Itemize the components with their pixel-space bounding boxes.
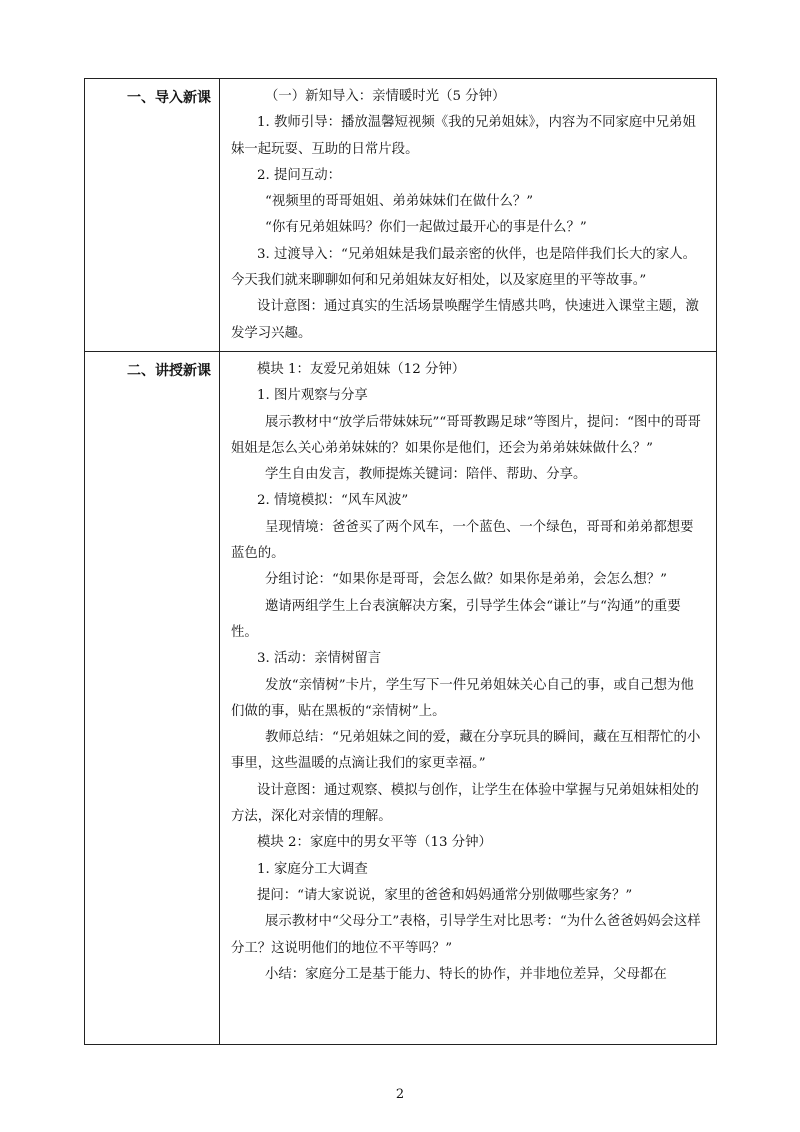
paragraph: 设计意图：通过观察、模拟与创作，让学生在体验中掌握与兄弟姐妹相处的方法，深化对亲情的理解。: [231, 782, 699, 825]
section-label: 二、讲授新课: [127, 362, 211, 379]
paragraph: 1. 图片观察与分享: [257, 388, 368, 404]
paragraph: “你有兄弟姐妹吗？你们一起做过最开心的事是什么？”: [265, 220, 587, 236]
lesson-plan-table: [84, 78, 717, 1045]
paragraph: 3. 过渡导入：“兄弟姐妹是我们最亲密的伙伴，也是陪伴我们长大的家人。今天我们就来聊聊如何和兄弟姐妹友好相处，以及家庭里的平等故事。”: [231, 246, 696, 289]
paragraph: 2. 情境模拟：“风车风波”: [257, 493, 409, 509]
section-row-teaching: [85, 351, 717, 1044]
paragraph: 2. 提问互动：: [257, 167, 341, 183]
paragraph: 提问：“请大家说说，家里的爸爸和妈妈通常分别做哪些家务？”: [257, 887, 633, 903]
paragraph: 分组讨论：“如果你是哥哥，会怎么做？如果你是弟弟，会怎么想？”: [265, 572, 668, 588]
paragraph: 模块 2：家庭中的男女平等（13 分钟）: [257, 835, 492, 851]
paragraph: （一）新知导入：亲情暖时光（5 分钟）: [265, 89, 506, 104]
paragraph: 学生自由发言，教师提炼关键词：陪伴、帮助、分享。: [265, 467, 587, 483]
paragraph: 发放“亲情树”卡片，学生写下一件兄弟姐妹关心自己的事，或自己想为他们做的事，贴在黑板的“亲情树”上。: [231, 677, 694, 719]
paragraph: 教师总结：“兄弟姐妹之间的爱，藏在分享玩具的瞬间，藏在互相帮忙的小事里，这些温暖的点滴让我们的家更幸福。”: [231, 730, 701, 772]
paragraph: 展示教材中“父母分工”表格，引导学生对比思考：“为什么爸爸妈妈会这样分工？这说明他们的地位不平等吗？”: [231, 914, 701, 956]
paragraph: 小结：家庭分工是基于能力、特长的协作，并非地位差异，父母都在: [265, 966, 667, 982]
paragraph: 设计意图：通过真实的生活场景唤醒学生情感共鸣，快速进入课堂主题，激发学习兴趣。: [231, 299, 699, 341]
paragraph: 1. 家庭分工大调查: [257, 861, 368, 877]
section-content-cell: [220, 351, 717, 1044]
page-number: 2: [395, 1087, 405, 1102]
section-label: 一、导入新课: [127, 90, 211, 106]
section-content-cell: [220, 79, 717, 352]
paragraph: 展示教材中“放学后带妹妹玩”“哥哥教踢足球”等图片，提问：“图中的哥哥姐姐是怎么关心弟弟妹妹的？如果你是他们，还会为弟弟妹妹做什么？”: [231, 414, 701, 456]
paragraph: “视频里的哥哥姐姐、弟弟妹妹们在做什么？”: [265, 194, 534, 210]
paragraph: 3. 活动：亲情树留言: [257, 651, 382, 667]
section-label-cell: [85, 79, 220, 352]
paragraph: 邀请两组学生上台表演解决方案，引导学生体会“谦让”与“沟通”的重要性。: [231, 598, 681, 640]
paragraph: 呈现情境：爸爸买了两个风车，一个蓝色、一个绿色，哥哥和弟弟都想要蓝色的。: [231, 519, 694, 562]
section-row-intro: [85, 79, 717, 352]
section-label-cell: [85, 351, 220, 1044]
paragraph: 1. 教师引导：播放温馨短视频《我的兄弟姐妹》，内容为不同家庭中兄弟姐妹一起玩耍、互助的日常片段。: [231, 115, 696, 157]
paragraph: 模块 1：友爱兄弟姐妹（12 分钟）: [257, 361, 466, 377]
